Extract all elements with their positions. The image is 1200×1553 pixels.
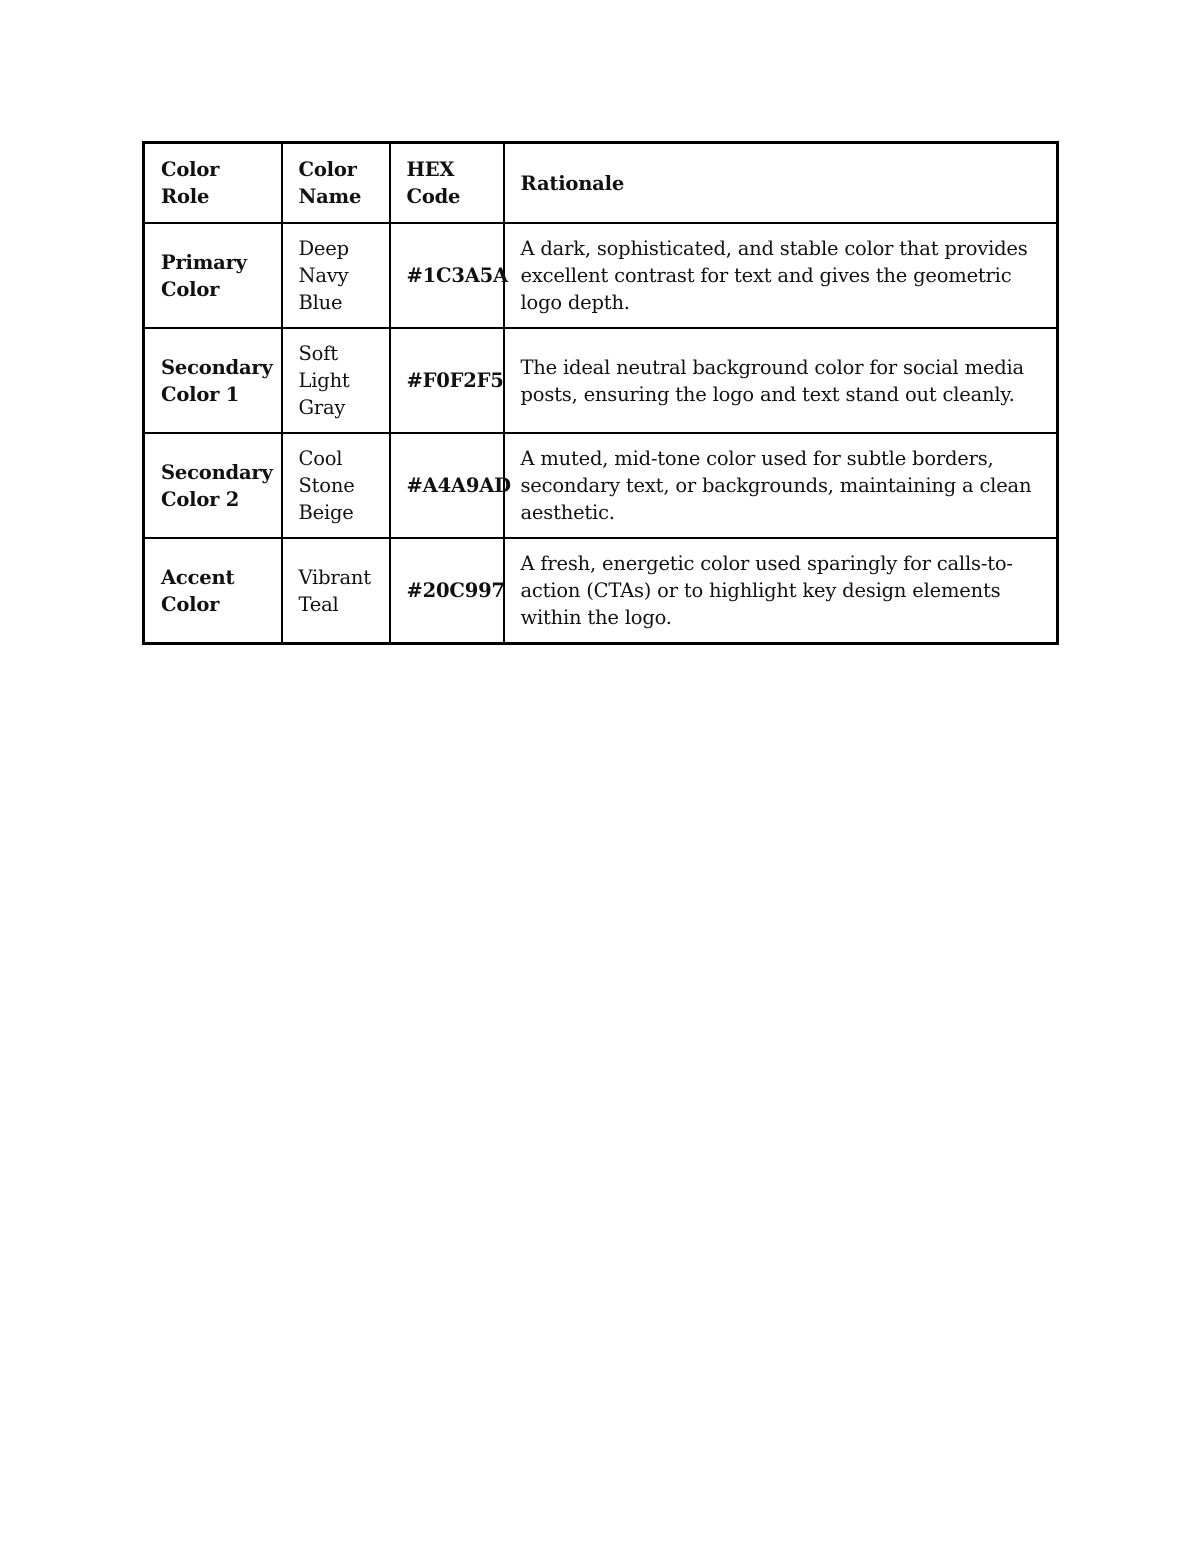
header-color-name: Color Name (282, 143, 390, 224)
header-color-role: Color Role (144, 143, 282, 224)
hex-code-cell: #20C997 (390, 538, 504, 644)
rationale-cell: A fresh, energetic color used sparingly for calls-to-action (CTAs) or to highlight key design elements within the logo. (504, 538, 1058, 644)
table-header-row (144, 143, 1058, 224)
color-name-cell: Deep Navy Blue (282, 223, 390, 328)
rationale-cell: A muted, mid-tone color used for subtle borders, secondary text, or backgrounds, maintaining a clean aesthetic. (504, 433, 1058, 538)
color-palette-table (142, 141, 1059, 645)
color-role-cell: Accent Color (144, 538, 282, 644)
color-role-cell: Primary Color (144, 223, 282, 328)
table-row (144, 538, 1058, 644)
hex-code-cell: #F0F2F5 (390, 328, 504, 433)
color-name-cell: Soft Light Gray (282, 328, 390, 433)
color-role-cell: Secondary Color 2 (144, 433, 282, 538)
rationale-cell: The ideal neutral background color for social media posts, ensuring the logo and text stand out cleanly. (504, 328, 1058, 433)
color-role-cell: Secondary Color 1 (144, 328, 282, 433)
color-name-cell: Cool Stone Beige (282, 433, 390, 538)
hex-code-cell: #1C3A5A (390, 223, 504, 328)
hex-code-cell: #A4A9AD (390, 433, 504, 538)
header-rationale: Rationale (504, 143, 1058, 224)
table-row (144, 433, 1058, 538)
color-name-cell: Vibrant Teal (282, 538, 390, 644)
rationale-cell: A dark, sophisticated, and stable color that provides excellent contrast for text and gives the geometric logo depth. (504, 223, 1058, 328)
header-hex-code: HEX Code (390, 143, 504, 224)
table-row (144, 328, 1058, 433)
table-row (144, 223, 1058, 328)
